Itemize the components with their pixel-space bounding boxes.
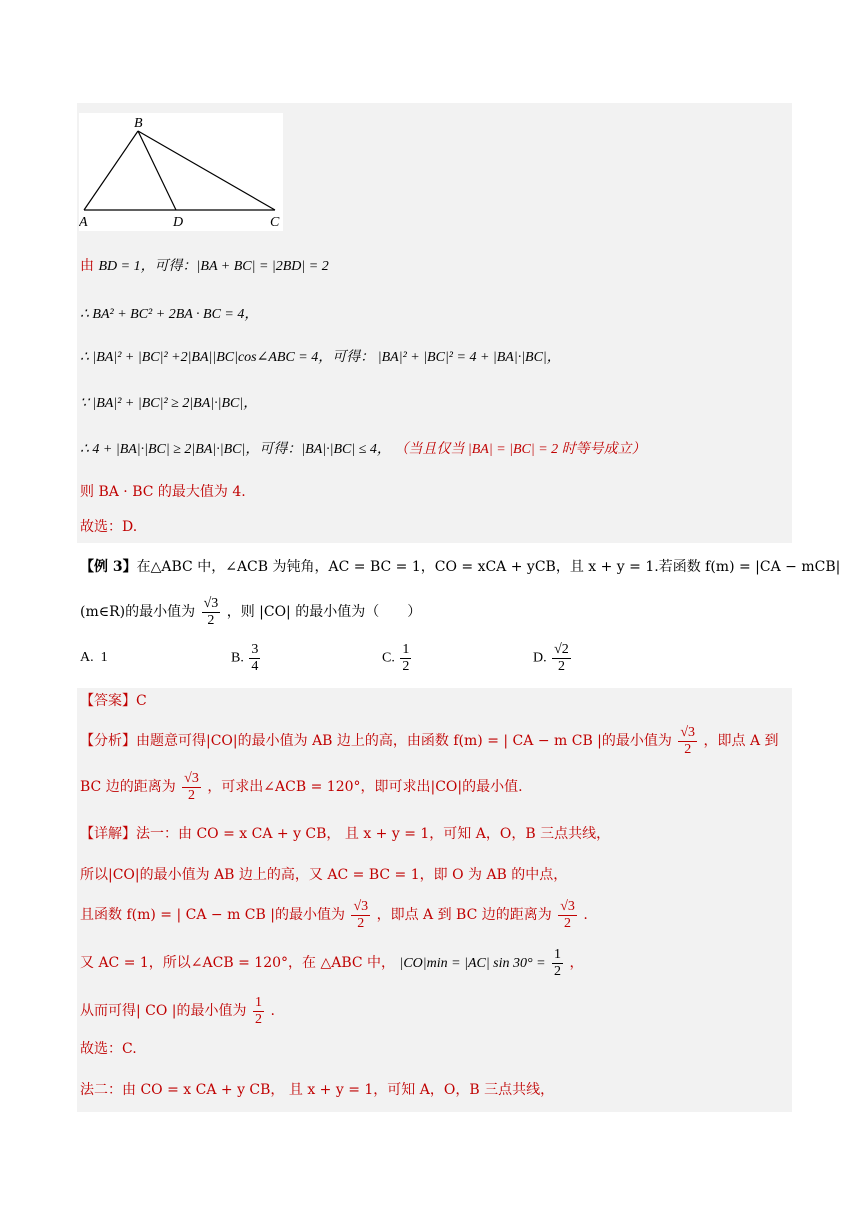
analysis-tag: 【分析】 [80, 733, 136, 749]
triangle-figure [79, 113, 283, 231]
vertex-label-c: C [270, 215, 280, 230]
detail-line-4: 又 AC = 1，所以∠ACB = 120°，在 △ABC 中， |CO|min = |AC| sin 30° = $\frac{1}{2}$ ， [80, 946, 584, 979]
detail-line-7: 法二：由 CO = x CA + y CB， 且 x + y = 1，可知 A，O，B 三点共线， [80, 1082, 555, 1098]
prev-step-3: ∴ |BA|² + |BC|² +2|BA||BC|cos∠ABC = 4，可得： |BA|² + |BC|² = 4 + |BA|·|BC|， [80, 350, 561, 365]
prev-step-5: ∴ 4 + |BA|·|BC| ≥ 2|BA|·|BC|，可得：|BA|·|BC| ≤ 4， （当且仅当 |BA| = |BC| = 2 时等号成立） [80, 442, 646, 457]
vertex-label-b: B [134, 116, 143, 131]
answer-tag: 【答案】 [80, 693, 136, 709]
analysis-line-1: 【分析】由题意可得|CO|的最小值为 AB 边上的高，由函数 f(m) = | CA − m CB |的最小值为 $\frac{√3}{2}$ ，即点 A 到 [80, 724, 779, 757]
answer-line: 【答案】C [80, 693, 147, 709]
detail-line-5: 从而可得| CO |的最小值为 $\frac{1}{2}$ . [80, 994, 275, 1027]
choice-b[interactable]: B. $\frac{3}{4}$ [231, 642, 259, 674]
prev-step-2: ∴ BA² + BC² + 2BA · BC = 4， [80, 307, 259, 322]
vertex-label-a: A [79, 215, 88, 230]
choice-d[interactable]: D. $\frac{√2}{2}$ [533, 642, 569, 674]
example-3-statement-cont: (m∈R)的最小值为 $\frac{√3}{2}$ ，则 |CO| 的最小值为（ ） [80, 595, 422, 628]
choice-a[interactable]: A. 1 [80, 650, 108, 665]
prev-step-6: 则 BA · BC 的最大值为 4. [80, 484, 246, 500]
prev-step-1: 由 BD = 1，可得：|BA + BC| = |2BD| = 2 [80, 258, 329, 274]
choice-c[interactable]: C. $\frac{1}{2}$ [382, 642, 410, 674]
detail-line-2: 所以|CO|的最小值为 AB 边上的高，又 AC = BC = 1，即 O 为 AB 的中点， [80, 867, 568, 883]
detail-tag: 【详解】 [80, 826, 136, 842]
detail-line-3: 且函数 f(m) = | CA − m CB |的最小值为 $\frac{√3}{2}$ ，即点 A 到 BC 边的距离为 $\frac{√3}{2}$ . [80, 898, 588, 931]
example-3-statement: 【例 3】在△ABC 中，∠ACB 为钝角，AC = BC = 1，CO = xCA + yCB，且 x + y = 1.若函数 f(m) = |CA − mCB| [80, 559, 841, 575]
prev-step-4: ∵ |BA|² + |BC|² ≥ 2|BA|·|BC|， [80, 396, 258, 411]
detail-line-6: 故选：C. [80, 1041, 137, 1057]
prev-step-7: 故选：D. [80, 519, 138, 535]
example-tag: 【例 3】 [80, 559, 137, 575]
detail-line-1: 【详解】法一：由 CO = x CA + y CB， 且 x + y = 1，可知 A，O，B 三点共线， [80, 826, 611, 842]
analysis-line-2: BC 边的距离为 $\frac{√3}{2}$ ，可求出∠ACB = 120°，即可求出|CO|的最小值. [80, 770, 523, 803]
vertex-label-d: D [173, 215, 184, 230]
